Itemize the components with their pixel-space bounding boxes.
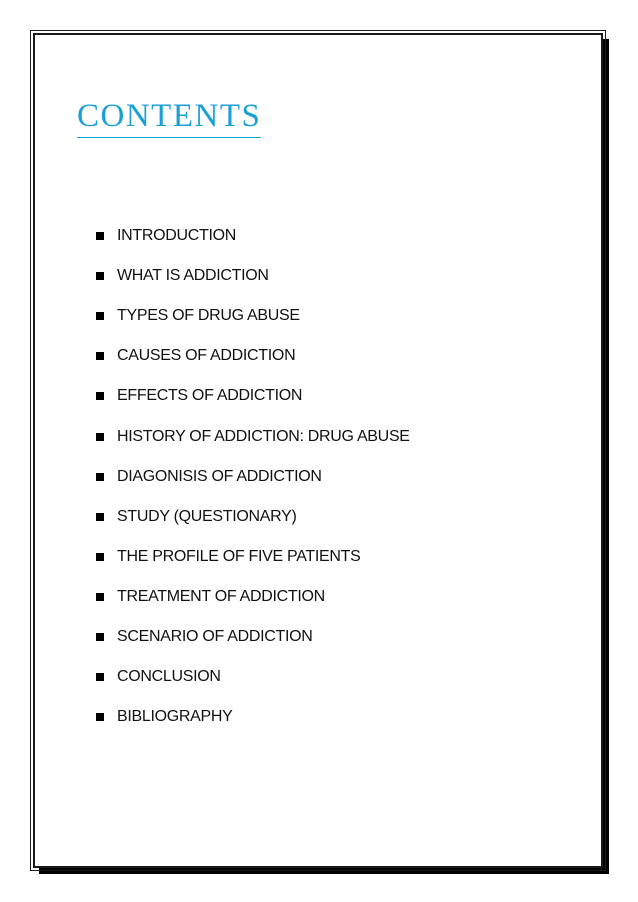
toc-item-label: TREATMENT OF ADDICTION bbox=[117, 587, 325, 605]
toc-item bbox=[96, 657, 410, 697]
square-bullet-icon bbox=[96, 633, 104, 641]
toc-item bbox=[96, 577, 410, 617]
square-bullet-icon bbox=[96, 593, 104, 601]
square-bullet-icon bbox=[96, 513, 104, 521]
toc-item bbox=[96, 697, 410, 737]
toc-item bbox=[96, 336, 410, 376]
toc-item bbox=[96, 457, 410, 497]
toc-item-label: CONCLUSION bbox=[117, 668, 221, 686]
toc-item-label: HISTORY OF ADDICTION: DRUG ABUSE bbox=[117, 427, 410, 445]
toc-item-label: INTRODUCTION bbox=[117, 227, 237, 245]
square-bullet-icon bbox=[96, 352, 104, 360]
toc-item-label: BIBLIOGRAPHY bbox=[117, 708, 233, 726]
toc-item-label: WHAT IS ADDICTION bbox=[117, 267, 269, 285]
toc-item bbox=[96, 376, 410, 416]
toc-item-label: TYPES OF DRUG ABUSE bbox=[117, 307, 300, 325]
toc-item-label: CAUSES OF ADDICTION bbox=[117, 347, 296, 365]
toc-item-label: SCENARIO OF ADDICTION bbox=[117, 627, 313, 645]
page-title: CONTENTS bbox=[77, 96, 261, 138]
square-bullet-icon bbox=[96, 392, 104, 400]
square-bullet-icon bbox=[96, 673, 104, 681]
toc-item-label: THE PROFILE OF FIVE PATIENTS bbox=[117, 547, 361, 565]
toc-item-label: DIAGONISIS OF ADDICTION bbox=[117, 467, 322, 485]
toc-item bbox=[96, 537, 410, 577]
square-bullet-icon bbox=[96, 713, 104, 721]
square-bullet-icon bbox=[96, 312, 104, 320]
square-bullet-icon bbox=[96, 433, 104, 441]
square-bullet-icon bbox=[96, 272, 104, 280]
toc-item bbox=[96, 256, 410, 296]
toc-item-label: EFFECTS OF ADDICTION bbox=[117, 387, 303, 405]
square-bullet-icon bbox=[96, 232, 104, 240]
toc-item-label: STUDY (QUESTIONARY) bbox=[117, 507, 297, 525]
toc-item bbox=[96, 216, 410, 256]
toc-item bbox=[96, 617, 410, 657]
toc-item bbox=[96, 497, 410, 537]
square-bullet-icon bbox=[96, 473, 104, 481]
toc-item bbox=[96, 296, 410, 336]
square-bullet-icon bbox=[96, 553, 104, 561]
toc-item bbox=[96, 416, 410, 456]
table-of-contents bbox=[96, 216, 410, 737]
